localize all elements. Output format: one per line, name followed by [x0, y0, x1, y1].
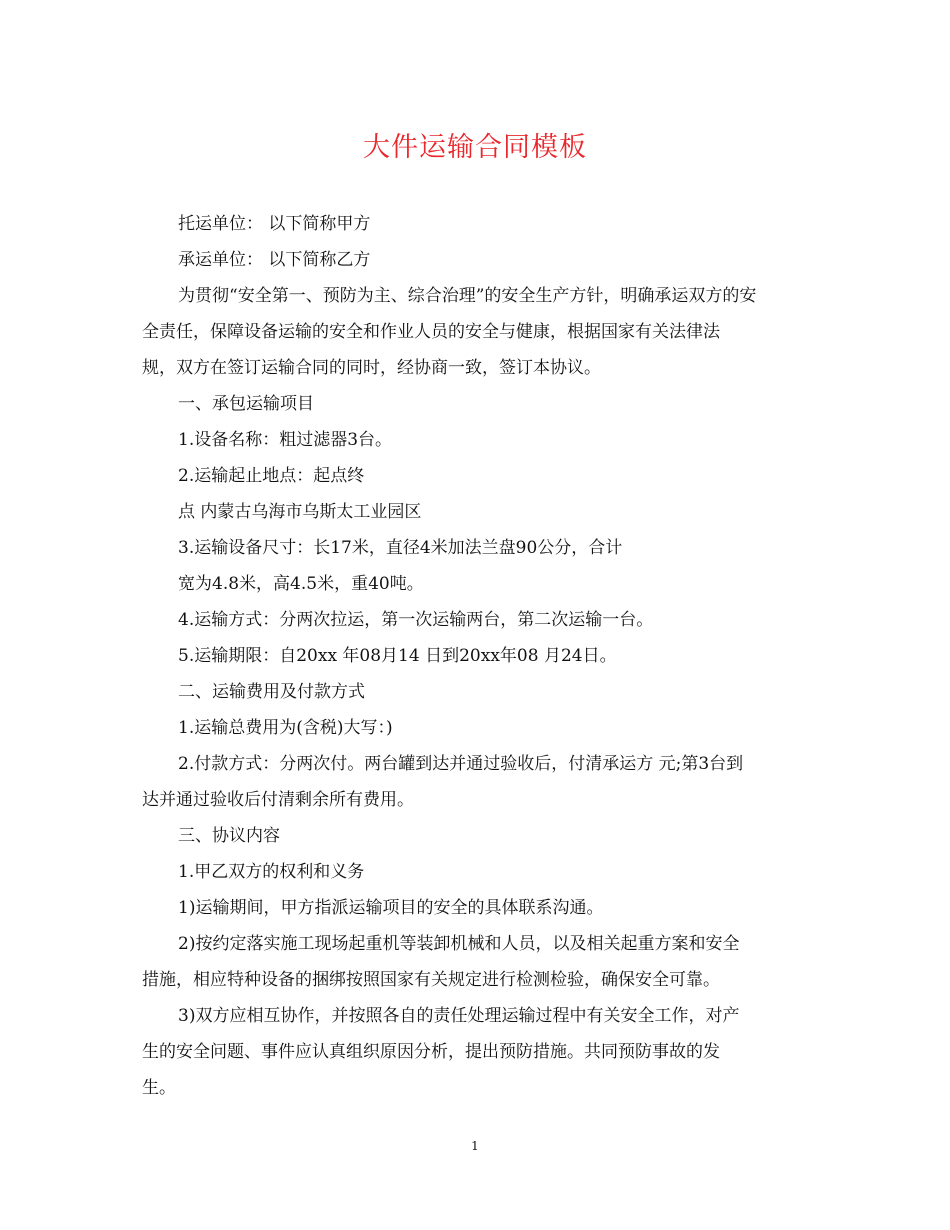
body-line: 1.设备名称：粗过滤器3台。 [178, 430, 393, 450]
body-line: 一、承包运输项目 [178, 394, 314, 414]
body-line: 1)运输期间，甲方指派运输项目的安全的具体联系沟通。 [178, 898, 604, 918]
body-line: 二、运输费用及付款方式 [178, 682, 365, 702]
body-line: 为贯彻“安全第一、预防为主、综合治理”的安全生产方针，明确承运双方的安 [178, 286, 757, 306]
body-line: 1.甲乙双方的权利和义务 [178, 862, 365, 882]
body-line: 生。 [142, 1078, 176, 1098]
body-line: 生的安全问题、事件应认真组织原因分析，提出预防措施。共同预防事故的发 [142, 1042, 720, 1062]
body-line: 规，双方在签订运输合同的同时，经协商一致，签订本协议。 [142, 358, 601, 378]
body-line: 承运单位： 以下简称乙方 [178, 250, 371, 270]
body-line: 2.付款方式：分两次付。两台罐到达并通过验收后，付清承运方 元;第3台到 [178, 754, 744, 774]
body-line: 达并通过验收后付清剩余所有费用。 [142, 790, 414, 810]
body-line: 2)按约定落实施工现场起重机等装卸机械和人员，以及相关起重方案和安全 [178, 934, 740, 954]
body-line: 措施，相应特种设备的捆绑按照国家有关规定进行检测检验，确保安全可靠。 [142, 970, 720, 990]
body-line: 4.运输方式：分两次拉运，第一次运输两台，第二次运输一台。 [178, 610, 654, 630]
body-line: 托运单位： 以下简称甲方 [178, 214, 371, 234]
body-line: 2.运输起止地点：起点终 [178, 466, 365, 486]
body-line: 宽为4.8米，高4.5米，重40吨。 [178, 574, 424, 594]
body-line: 全责任，保障设备运输的安全和作业人员的安全与健康，根据国家有关法律法 [142, 322, 720, 342]
document-body [142, 206, 812, 1106]
document-title: 大件运输合同模板 [363, 132, 587, 163]
body-line: 5.运输期限：自20xx 年08月14 日到20xx年08 月24日。 [178, 646, 617, 666]
body-line: 三、协议内容 [178, 826, 280, 846]
body-line: 3)双方应相互协作，并按照各自的责任处理运输过程中有关安全工作，对产 [178, 1006, 740, 1026]
body-line: 点 内蒙古乌海市乌斯太工业园区 [178, 502, 422, 522]
body-line: 1.运输总费用为(含税)大写：) [178, 718, 393, 738]
body-line: 3.运输设备尺寸：长17米，直径4米加法兰盘90公分，合计 [178, 538, 623, 558]
page-number: 1 [471, 1139, 479, 1153]
